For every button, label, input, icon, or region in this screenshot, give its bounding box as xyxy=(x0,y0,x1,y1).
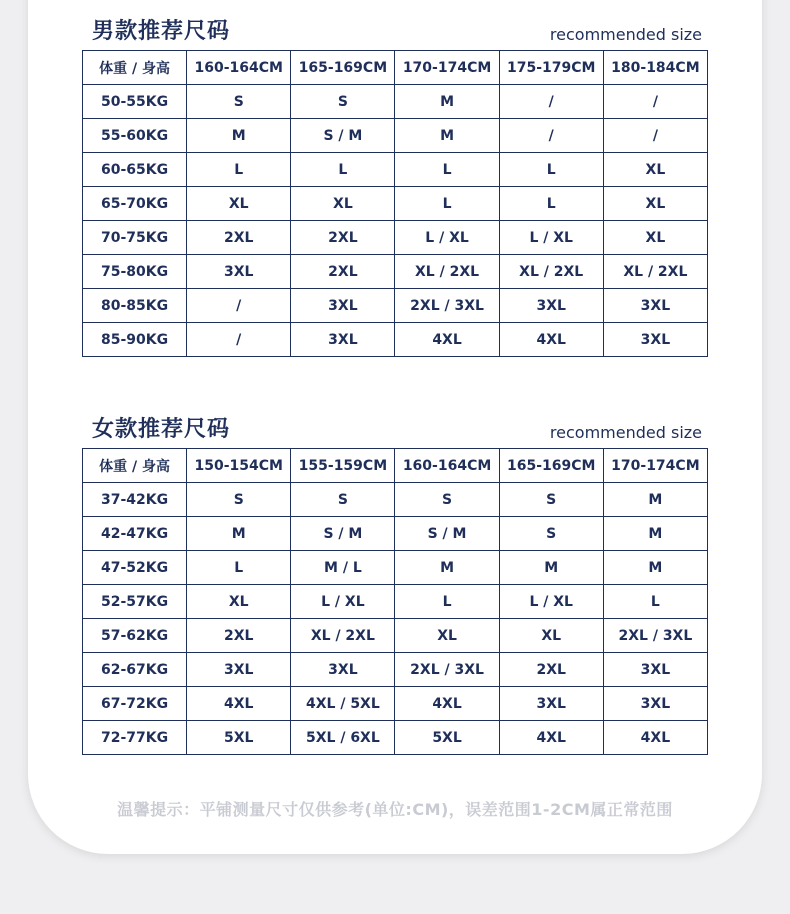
size-cell: 5XL xyxy=(187,721,291,755)
size-cell: 5XL / 6XL xyxy=(291,721,395,755)
header-cell: 180-184CM xyxy=(603,51,707,85)
table-row xyxy=(83,85,708,119)
weight-cell: 62-67KG xyxy=(83,653,187,687)
size-cell: 4XL / 5XL xyxy=(291,687,395,721)
size-cell: 4XL xyxy=(603,721,707,755)
size-cell: S xyxy=(187,483,291,517)
size-cell: S xyxy=(187,85,291,119)
size-cell: / xyxy=(603,119,707,153)
size-cell: 2XL xyxy=(499,653,603,687)
size-cell: L / XL xyxy=(395,221,499,255)
size-cell: / xyxy=(499,119,603,153)
size-cell: L xyxy=(395,585,499,619)
size-cell: XL / 2XL xyxy=(603,255,707,289)
size-cell: L xyxy=(499,187,603,221)
table-row xyxy=(83,255,708,289)
table-header-row xyxy=(83,449,708,483)
size-cell: M xyxy=(395,119,499,153)
size-cell: 3XL xyxy=(187,255,291,289)
size-cell: L xyxy=(291,153,395,187)
size-cell: M / L xyxy=(291,551,395,585)
women-section-title: 女款推荐尺码 xyxy=(92,417,231,442)
weight-cell: 65-70KG xyxy=(83,187,187,221)
size-cell: M xyxy=(603,483,707,517)
header-cell: 170-174CM xyxy=(603,449,707,483)
size-cell: 3XL xyxy=(603,289,707,323)
men-section-subtitle: recommended size xyxy=(549,25,702,44)
table-row xyxy=(83,687,708,721)
size-cell: M xyxy=(499,551,603,585)
size-cell: 2XL xyxy=(291,255,395,289)
size-cell: XL xyxy=(603,221,707,255)
weight-cell: 70-75KG xyxy=(83,221,187,255)
size-cell: M xyxy=(187,517,291,551)
table-row xyxy=(83,153,708,187)
header-cell: 150-154CM xyxy=(187,449,291,483)
table-header-row xyxy=(83,51,708,85)
weight-cell: 52-57KG xyxy=(83,585,187,619)
table-row xyxy=(83,119,708,153)
table-row xyxy=(83,619,708,653)
size-cell: XL xyxy=(187,585,291,619)
size-cell: 5XL xyxy=(395,721,499,755)
size-cell: 3XL xyxy=(187,653,291,687)
size-cell: 3XL xyxy=(291,289,395,323)
size-cell: S / M xyxy=(395,517,499,551)
size-cell: L xyxy=(187,153,291,187)
size-cell: L / XL xyxy=(499,221,603,255)
size-cell: 4XL xyxy=(499,323,603,357)
size-cell: / xyxy=(603,85,707,119)
size-cell: XL / 2XL xyxy=(291,619,395,653)
size-cell: S / M xyxy=(291,119,395,153)
measurement-note: 温馨提示：平铺测量尺寸仅供参考(单位:CM)，误差范围1-2CM属正常范围 xyxy=(117,800,673,819)
size-cell: 3XL xyxy=(603,653,707,687)
size-cell: 3XL xyxy=(291,653,395,687)
women-section-header xyxy=(82,412,708,448)
header-cell: 体重 / 身高 xyxy=(83,449,187,483)
size-cell: 4XL xyxy=(499,721,603,755)
weight-cell: 67-72KG xyxy=(83,687,187,721)
header-cell: 160-164CM xyxy=(187,51,291,85)
weight-cell: 72-77KG xyxy=(83,721,187,755)
size-cell: L xyxy=(187,551,291,585)
header-cell: 170-174CM xyxy=(395,51,499,85)
size-cell: 3XL xyxy=(603,323,707,357)
weight-cell: 50-55KG xyxy=(83,85,187,119)
size-cell: 2XL / 3XL xyxy=(395,653,499,687)
size-cell: 2XL xyxy=(291,221,395,255)
weight-cell: 80-85KG xyxy=(83,289,187,323)
weight-cell: 37-42KG xyxy=(83,483,187,517)
header-cell: 160-164CM xyxy=(395,449,499,483)
size-cell: XL xyxy=(603,153,707,187)
header-cell: 175-179CM xyxy=(499,51,603,85)
women-section-subtitle: recommended size xyxy=(549,423,702,442)
size-cell: L xyxy=(395,187,499,221)
size-cell: 3XL xyxy=(291,323,395,357)
size-cell: / xyxy=(499,85,603,119)
header-cell: 165-169CM xyxy=(499,449,603,483)
size-cell: M xyxy=(603,551,707,585)
size-cell: L / XL xyxy=(291,585,395,619)
size-cell: 2XL / 3XL xyxy=(603,619,707,653)
table-row xyxy=(83,323,708,357)
size-cell: M xyxy=(187,119,291,153)
size-cell: XL xyxy=(499,619,603,653)
table-row xyxy=(83,289,708,323)
size-cell: M xyxy=(395,85,499,119)
weight-cell: 85-90KG xyxy=(83,323,187,357)
size-cell: 4XL xyxy=(395,687,499,721)
size-cell: 3XL xyxy=(499,289,603,323)
size-cell: XL / 2XL xyxy=(499,255,603,289)
table-row xyxy=(83,187,708,221)
size-cell: M xyxy=(603,517,707,551)
men-section-title: 男款推荐尺码 xyxy=(92,19,231,44)
size-cell: XL xyxy=(291,187,395,221)
weight-cell: 75-80KG xyxy=(83,255,187,289)
size-cell: 2XL xyxy=(187,221,291,255)
size-cell: S xyxy=(395,483,499,517)
table-row xyxy=(83,653,708,687)
size-cell: XL xyxy=(395,619,499,653)
size-cell: L xyxy=(499,153,603,187)
table-row xyxy=(83,221,708,255)
header-cell: 165-169CM xyxy=(291,51,395,85)
weight-cell: 57-62KG xyxy=(83,619,187,653)
size-cell: / xyxy=(187,323,291,357)
table-row xyxy=(83,585,708,619)
table-row xyxy=(83,483,708,517)
size-cell: L xyxy=(395,153,499,187)
header-cell: 体重 / 身高 xyxy=(83,51,187,85)
size-cell: S / M xyxy=(291,517,395,551)
weight-cell: 55-60KG xyxy=(83,119,187,153)
size-cell: L xyxy=(603,585,707,619)
table-row xyxy=(83,551,708,585)
weight-cell: 47-52KG xyxy=(83,551,187,585)
size-cell: XL / 2XL xyxy=(395,255,499,289)
size-cell: S xyxy=(291,483,395,517)
size-cell: S xyxy=(291,85,395,119)
weight-cell: 42-47KG xyxy=(83,517,187,551)
table-row xyxy=(83,721,708,755)
size-cell: XL xyxy=(603,187,707,221)
size-cell: L / XL xyxy=(499,585,603,619)
weight-cell: 60-65KG xyxy=(83,153,187,187)
women-size-table xyxy=(82,448,708,755)
size-cell: M xyxy=(395,551,499,585)
size-cell: S xyxy=(499,483,603,517)
size-cell: 2XL xyxy=(187,619,291,653)
women-size-section xyxy=(82,412,708,755)
size-cell: XL xyxy=(187,187,291,221)
size-cell: 3XL xyxy=(603,687,707,721)
men-section-header xyxy=(82,14,708,50)
size-cell: 2XL / 3XL xyxy=(395,289,499,323)
size-cell: 4XL xyxy=(187,687,291,721)
size-cell: / xyxy=(187,289,291,323)
size-cell: 4XL xyxy=(395,323,499,357)
size-cell: 3XL xyxy=(499,687,603,721)
size-cell: S xyxy=(499,517,603,551)
table-row xyxy=(83,517,708,551)
men-size-section xyxy=(82,14,708,357)
header-cell: 155-159CM xyxy=(291,449,395,483)
men-size-table xyxy=(82,50,708,357)
